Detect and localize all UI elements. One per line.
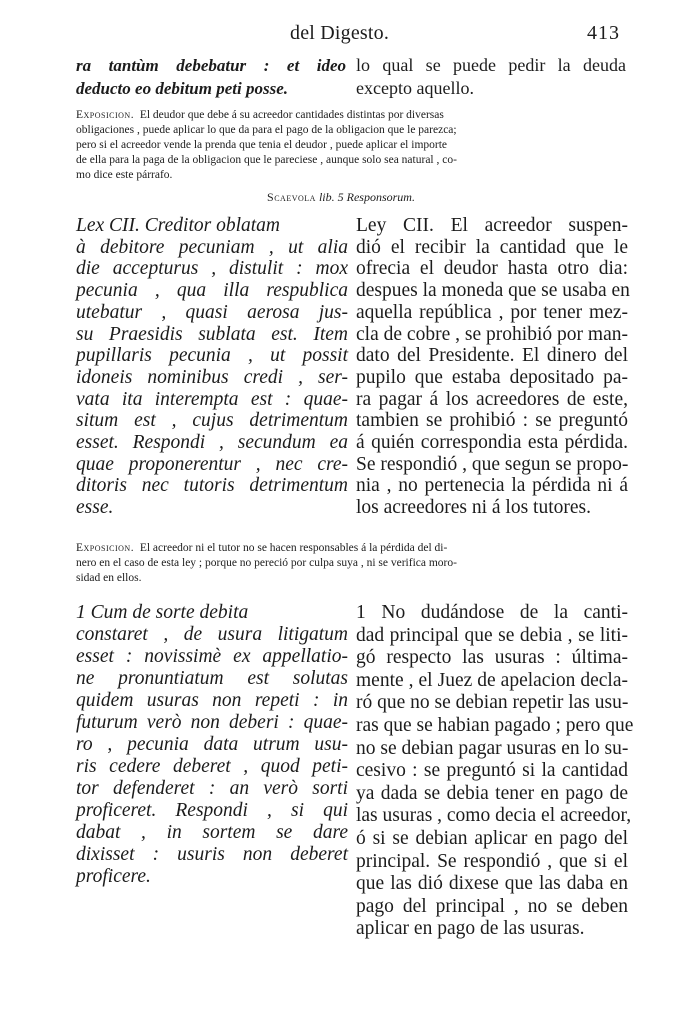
spanish-line: dato del Presidente. El dinero del bbox=[356, 345, 628, 367]
latin-line: constaret , de usura litigatum bbox=[76, 624, 348, 645]
latin-line: 1 Cum de sorte debita bbox=[76, 602, 249, 623]
exposicion-line: de ella para la paga de la obligacion que le pareciese , aunque solo sea natural , co- bbox=[76, 154, 457, 166]
page-number: 413 bbox=[587, 22, 620, 44]
spanish-line: los acreedores ni á los tutores. bbox=[356, 497, 592, 519]
spanish-line: nia , no pertenecia la pérdida ni á bbox=[356, 475, 628, 497]
spanish-line: Se respondió , que segun se propo- bbox=[356, 453, 629, 475]
latin-line: proficeret. Respondi , si qui bbox=[76, 800, 348, 821]
spanish-line: dad principal que se debia , se liti- bbox=[356, 624, 628, 646]
latin-line: dabat , in sortem se dare bbox=[76, 822, 348, 843]
spanish-line: las usuras , como decia el acreedor, bbox=[356, 805, 632, 827]
spanish-line: cla de cobre , se prohibió por man- bbox=[356, 323, 628, 345]
latin-column bbox=[76, 54, 346, 100]
latin-line: esse. bbox=[76, 497, 114, 519]
latin-line: ris cedere deberet , quod peti- bbox=[76, 756, 348, 777]
latin-column bbox=[76, 215, 348, 519]
source-work: lib. 5 Responsorum. bbox=[318, 190, 415, 204]
exposicion-label: Exposicion. bbox=[76, 542, 135, 554]
spanish-line: no se debian pagar usuras en lo su- bbox=[356, 737, 629, 759]
latin-line: quae proponerentur , nec cre- bbox=[76, 453, 348, 475]
spanish-line: ras que se habian pagado ; pero que bbox=[356, 714, 634, 736]
latin-line: ditoris nec tutoris detrimentum bbox=[76, 475, 348, 497]
law-102-section-1 bbox=[76, 602, 634, 941]
spanish-column bbox=[356, 54, 626, 100]
latin-line: Lex CII. Creditor oblatam bbox=[76, 215, 281, 236]
spanish-line: aquella república , por tener mez- bbox=[356, 301, 628, 323]
spanish-column bbox=[356, 215, 628, 519]
exposicion-line: obligaciones , puede aplicar lo que da para el pago de la obligacion que le parezca; bbox=[76, 124, 457, 136]
latin-line: idoneis nominibus credi , ser- bbox=[76, 366, 348, 388]
latin-line: à debitore pecuniam , ut alia bbox=[76, 236, 348, 258]
spanish-line: ya dada se debia tener en pago de bbox=[356, 782, 628, 804]
running-title: del Digesto. bbox=[290, 22, 390, 44]
latin-line: tor defenderet : an verò sorti bbox=[76, 778, 348, 799]
source-attribution bbox=[0, 190, 682, 205]
spanish-line: gó respecto las usuras : última- bbox=[356, 647, 628, 669]
spanish-line: lo qual se puede pedir la deuda bbox=[356, 55, 626, 75]
exposicion-line: mo dice este párrafo. bbox=[76, 169, 173, 181]
paragraph-continuation bbox=[76, 54, 626, 100]
latin-line: proficere. bbox=[76, 866, 151, 887]
spanish-column bbox=[356, 602, 634, 941]
latin-line: pupillaris pecunia , ut possit bbox=[76, 345, 348, 367]
latin-line: deducto eo debitum peti posse. bbox=[76, 79, 289, 98]
exposicion-note bbox=[76, 108, 624, 183]
spanish-line: á quién correspondia esta pérdida. bbox=[356, 432, 628, 454]
latin-line: ra tantùm debebatur : et ideo bbox=[76, 56, 346, 75]
exposicion-line: pero si el acreedor vende la prenda que tenia el deudor , puede aplicar el importe bbox=[76, 139, 448, 151]
spanish-line: aplicar en pago de las usuras. bbox=[356, 918, 585, 940]
latin-line: esset : novissimè ex appellatio- bbox=[76, 646, 348, 667]
spanish-line: ofrecia el deudor hasta otro dia: bbox=[356, 258, 628, 280]
exposicion-text: El deudor que debe á su acreedor cantidades distintas por diversas bbox=[139, 109, 444, 121]
latin-line: ro , pecunia data utrum usu- bbox=[76, 734, 348, 755]
exposicion-note bbox=[76, 541, 624, 586]
spanish-line: principal. Se respondió , que si el bbox=[356, 850, 628, 872]
latin-line: situm est , cujus detrimentum bbox=[76, 410, 348, 432]
spanish-line: pupilo que estaba depositado pa- bbox=[356, 366, 628, 388]
spanish-line: ró que no se debian repetir las usu- bbox=[356, 692, 629, 714]
latin-line: ne pronuntiatum est solutas bbox=[76, 668, 348, 689]
latin-line: vata ita interempta est : quae- bbox=[76, 388, 348, 410]
exposicion-line bbox=[76, 108, 624, 123]
spanish-line: Ley CII. El acreedor suspen- bbox=[356, 215, 628, 236]
spanish-line: pago del principal , no se deben bbox=[356, 895, 628, 917]
latin-column bbox=[76, 602, 348, 941]
spanish-line: despues la moneda que se usaba en bbox=[356, 280, 630, 302]
spanish-line: que las dió dixese que las daba en bbox=[356, 873, 628, 895]
latin-line: futurum verò non deberi : quae- bbox=[76, 712, 348, 733]
latin-line: die accepturus , distulit : mox bbox=[76, 258, 348, 280]
spanish-line: excepto aquello. bbox=[356, 78, 474, 98]
law-102 bbox=[76, 215, 628, 519]
spanish-line: tambien se prohibió : se preguntó bbox=[356, 410, 628, 432]
exposicion-label: Exposicion. bbox=[76, 109, 135, 121]
exposicion-text: El acreedor ni el tutor no se hacen responsables á la pérdida del di- bbox=[139, 542, 448, 554]
exposicion-line: sidad en ellos. bbox=[76, 572, 142, 584]
spanish-line: ó si se debian aplicar en pago del bbox=[356, 827, 628, 849]
spanish-line: dió el recibir la cantidad que le bbox=[356, 236, 628, 258]
source-author: Scaevola bbox=[267, 190, 316, 204]
latin-line: pecunia , qua illa respublica bbox=[76, 280, 348, 302]
latin-line: su Praesidis sublata est. Item bbox=[76, 323, 348, 345]
exposicion-line: nero en el caso de esta ley ; porque no pereció por culpa suya , ni se verifica moro- bbox=[76, 557, 457, 569]
spanish-line: 1 No dudándose de la canti- bbox=[356, 602, 628, 623]
spanish-line: cesivo : se preguntó si la cantidad bbox=[356, 760, 628, 782]
latin-line: dixisset : usuris non deberet bbox=[76, 844, 348, 865]
latin-line: utebatur , quasi aerosa jus- bbox=[76, 301, 348, 323]
spanish-line: ra pagar á los acreedores de este, bbox=[356, 388, 628, 410]
running-head bbox=[0, 22, 682, 50]
exposicion-line bbox=[76, 541, 624, 556]
spanish-line: mente , el Juez de apelacion decla- bbox=[356, 669, 628, 691]
latin-line: quidem usuras non repeti : in bbox=[76, 690, 348, 711]
latin-line: esset. Respondi , secundum ea bbox=[76, 432, 348, 454]
